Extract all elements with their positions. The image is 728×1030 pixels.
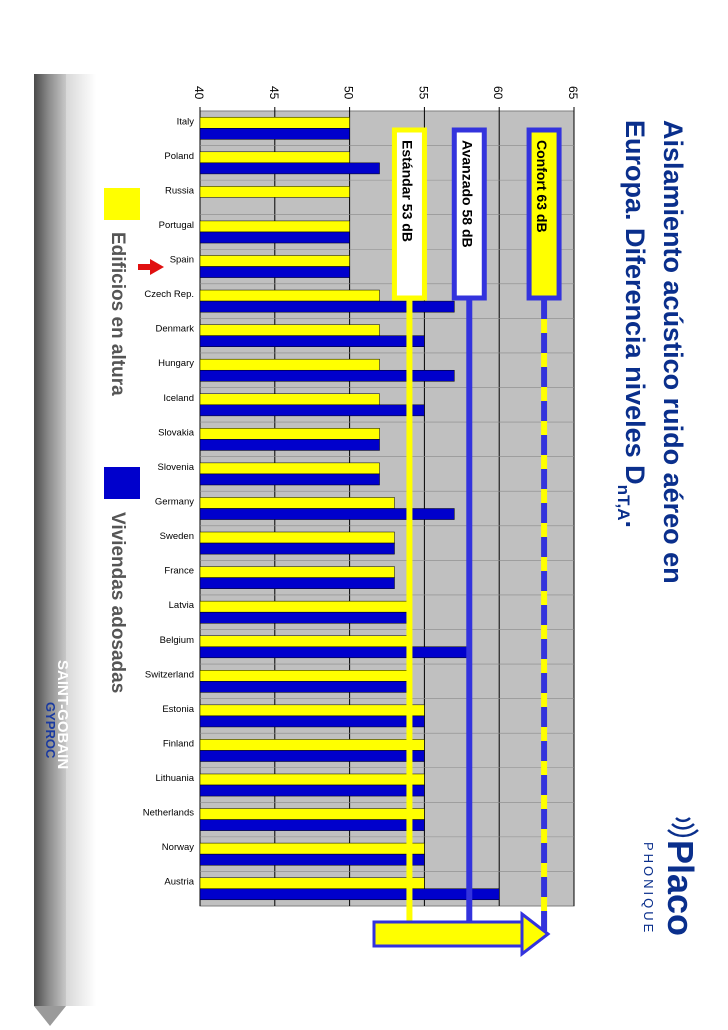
bar-viviendas: [200, 267, 350, 278]
bar-viviendas: [200, 647, 469, 658]
placo-logo: [641, 818, 701, 936]
reference-label: Confort 63 dB: [534, 140, 551, 233]
category-label: Estonia: [162, 703, 194, 715]
bar-edificios: [200, 878, 424, 889]
reference-labels: [394, 130, 559, 298]
bar-viviendas: [200, 750, 424, 761]
increase-arrow-icon: [374, 914, 548, 954]
bar-edificios: [200, 774, 424, 785]
bar-edificios: [200, 394, 380, 405]
bar-viviendas: [200, 232, 350, 243]
bar-viviendas: [200, 509, 454, 520]
bar-viviendas: [200, 681, 409, 692]
category-label: Spain: [169, 254, 194, 266]
bar-edificios: [200, 359, 380, 370]
bar-viviendas: [200, 405, 424, 416]
bar-edificios: [200, 809, 424, 820]
category-label: Poland: [164, 150, 194, 162]
bar-edificios: [200, 255, 350, 266]
category-label: Italy: [176, 116, 194, 128]
bar-viviendas: [200, 716, 424, 727]
bar-edificios: [200, 843, 424, 854]
bar-edificios: [200, 636, 409, 647]
category-label: Germany: [154, 496, 194, 508]
category-label: Belgium: [159, 634, 194, 646]
gyproc-text: GYPROC: [43, 702, 58, 759]
highlight-arrow-icon: [138, 259, 164, 275]
category-labels: [143, 116, 195, 887]
category-label: Russia: [164, 185, 194, 197]
category-label: Finland: [162, 738, 194, 750]
legend-label-series-1: Edificios en altura: [107, 232, 128, 396]
bar-edificios: [200, 221, 350, 232]
bar-edificios: [200, 325, 380, 336]
x-tick-label: 65: [566, 86, 580, 100]
title-group: [614, 120, 688, 584]
bar-viviendas: [200, 889, 499, 900]
bar-edificios: [200, 497, 394, 508]
bar-edificios: [200, 152, 350, 163]
category-label: Norway: [161, 842, 194, 854]
bar-edificios: [200, 705, 424, 716]
category-label: Czech Rep.: [144, 289, 194, 301]
legend-swatch-series-2: [104, 467, 140, 499]
bar-viviendas: [200, 820, 424, 831]
x-tick-label: 60: [491, 86, 506, 100]
reference-label: Estándar 53 dB: [399, 140, 416, 242]
category-label: Hungary: [158, 358, 194, 370]
category-label: Iceland: [163, 392, 194, 404]
gyproc-brand: [43, 702, 58, 759]
arrow-head: [150, 259, 164, 275]
bar-edificios: [200, 532, 394, 543]
category-label: Netherlands: [142, 807, 194, 819]
reference-label: Avanzado 58 dB: [459, 140, 476, 248]
category-label: Portugal: [158, 219, 194, 231]
title-line2-end: .: [620, 520, 650, 529]
category-label: Lithuania: [155, 773, 194, 785]
bar-viviendas: [200, 543, 394, 554]
bar-viviendas: [200, 612, 409, 623]
x-tick-label: 40: [192, 86, 206, 100]
sound-wave-icon: [676, 818, 690, 821]
x-tick-label: 55: [416, 86, 431, 100]
category-label: Slovakia: [158, 427, 194, 439]
bar-edificios: [200, 463, 380, 474]
x-tick-label: 45: [266, 86, 281, 100]
bar-edificios: [200, 290, 380, 301]
sound-wave-icon: [668, 830, 698, 836]
bar-viviendas: [200, 785, 424, 796]
saint-gobain-text: SAINT-GOBAIN: [54, 660, 71, 770]
bar-viviendas: [200, 439, 380, 450]
category-label: Latvia: [168, 600, 194, 612]
bar-edificios: [200, 739, 424, 750]
title-line1: Aislamiento acústico ruido aéreo en: [658, 120, 688, 584]
bar-edificios: [200, 428, 380, 439]
bar-viviendas: [200, 336, 424, 347]
bar-edificios: [200, 567, 394, 578]
bar-edificios: [200, 186, 350, 197]
category-label: Switzerland: [144, 669, 194, 681]
bar-viviendas: [200, 128, 350, 139]
bar-viviendas: [200, 854, 424, 865]
sound-wave-icon: [672, 824, 694, 828]
x-tick-label: 50: [341, 86, 356, 100]
title-subscript: nT,A: [614, 484, 633, 521]
placo-logo-text: Placo: [660, 840, 701, 937]
x-axis-ticks: [192, 86, 580, 111]
bar-viviendas: [200, 474, 380, 485]
title-line2-main: Europa. Diferencia niveles D: [620, 120, 650, 485]
bar-viviendas: [200, 578, 394, 589]
category-label: France: [164, 565, 194, 577]
bar-edificios: [200, 670, 409, 681]
title-line2: [614, 120, 650, 528]
bar-edificios: [200, 117, 350, 128]
legend-swatch-series-1: [104, 188, 140, 220]
bar-viviendas: [200, 301, 454, 312]
placo-logo-subtext: PHONIQUE: [641, 842, 656, 936]
category-label: Sweden: [159, 531, 194, 543]
bar-edificios: [200, 601, 409, 612]
category-label: Denmark: [155, 323, 194, 335]
category-label: Slovenia: [157, 461, 194, 473]
bar-viviendas: [200, 163, 380, 174]
category-label: Austria: [164, 876, 194, 888]
bar-viviendas: [200, 370, 454, 381]
legend-label-series-2: Viviendas adosadas: [107, 512, 128, 694]
arrow-shaft: [138, 264, 152, 270]
